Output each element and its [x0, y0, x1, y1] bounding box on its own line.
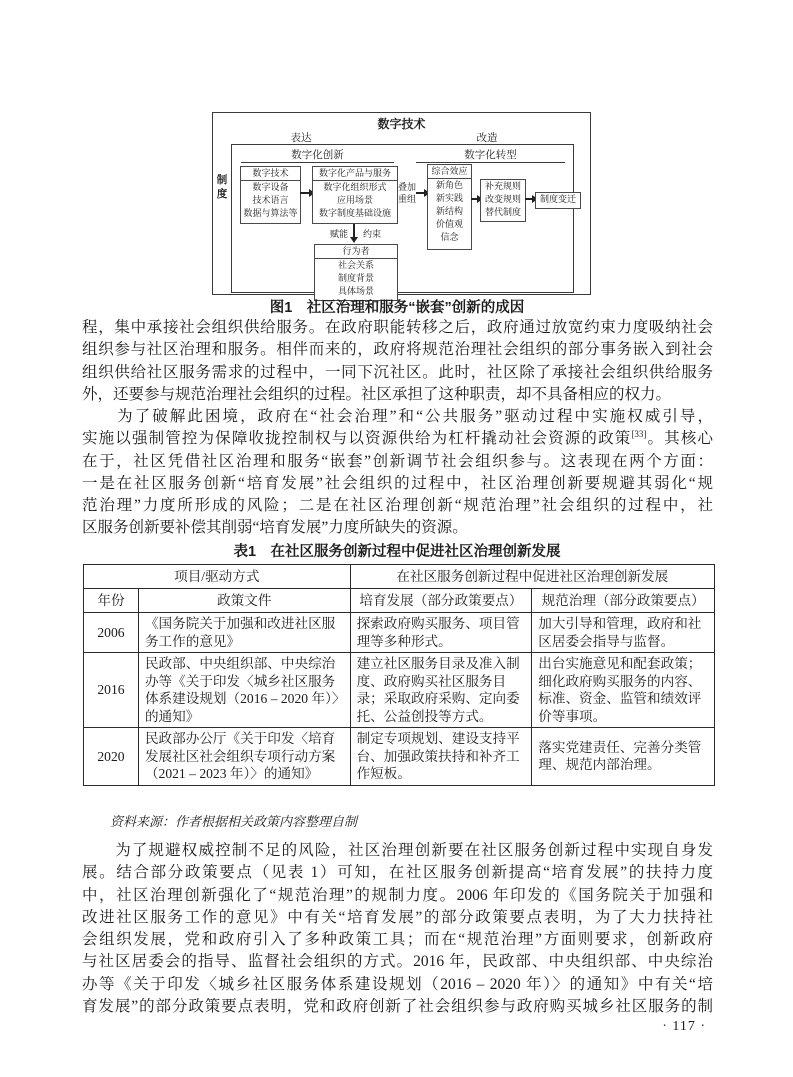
footnote-reference: [33] — [631, 429, 647, 440]
figure-label-transform: 改造 — [476, 133, 498, 144]
figure-box-item: 新角色 — [435, 180, 463, 190]
text-line: 改进社区服务工作的意见》中有关“培育发展”的部分政策要点表明，为了大力扶持社 — [82, 908, 713, 926]
figure-box-item: 具体场景 — [337, 286, 374, 296]
arrow-right-icon — [471, 198, 477, 200]
figure-box-item: 数字化组织形式 — [323, 182, 387, 192]
cell-document: 民政部办公厅《关于印发〈培育发展社区社会组织专项行动方案（2021 – 2023 年）〉的通知》 — [138, 728, 350, 786]
cell-document: 《国务院关于加强和改进社区服务工作的意见》 — [138, 613, 350, 653]
cell-document: 民政部、中央组织部、中央综治办等《关于印发〈城乡社区服务体系建设规划（2016 – 2020 年）〉的通知》 — [138, 653, 350, 728]
box-header: 综合效应 — [428, 165, 471, 179]
text-line: 区服务创新要补偿其削弱“培育发展”力度所缺失的资源。 — [82, 519, 468, 537]
box-digital-technology — [240, 166, 301, 224]
cell-cultivate: 制定专项规划、建设支持平台、加强政策扶持和补齐工作短板。 — [350, 728, 532, 786]
text-line: 组织参与社区治理和服务。相伴而来的，政府将规范治理社会组织的部分事务嵌入到社会 — [82, 341, 713, 359]
cell-year: 2006 — [84, 613, 139, 653]
cell-regulate: 加大引导和管理，政府和社区居委会指导与监督。 — [532, 613, 715, 653]
text-line: 组织供给社区服务需求的过程中，一同下沉社区。此时，社区除了承接社会组织供给服务 — [82, 363, 713, 381]
header-promote-governance: 在社区服务创新过程中促进社区治理创新发展 — [350, 565, 714, 589]
arrow-right-icon — [300, 192, 309, 194]
figure-diagram — [212, 112, 591, 295]
text-line: 范治理”力度所形成的风险；二是在社区治理创新“规范治理”社会组织的过程中，社 — [82, 497, 713, 515]
box-institutional-change: 制度变迁 — [535, 192, 581, 209]
table-row — [84, 613, 715, 653]
figure-caption: 图1 社区治理和服务“嵌套”创新的成因 — [269, 300, 525, 316]
header-cultivate: 培育发展（部分政策要点） — [350, 589, 532, 613]
text-line: 实施以强制管控为保障收拢控制权与以资源供给为杠杆撬动社会资源的政策[33]。其核心 — [82, 429, 713, 448]
figure-box-item: 新结构 — [435, 206, 463, 216]
cell-year: 2016 — [84, 653, 139, 728]
arrow-right-icon — [525, 198, 532, 200]
cell-cultivate: 建立社区服务目录及准入制度、政府购买社区服务目录；采取政府采购、定向委托、公益创投等方式。 — [350, 653, 532, 728]
table-row — [84, 728, 715, 786]
figure-box-item: 改变规则 — [484, 194, 521, 204]
cell-regulate: 落实党建责任、完善分类管理、规范内部治理。 — [532, 728, 715, 786]
table-header-row-2 — [84, 589, 715, 613]
paragraph — [82, 406, 713, 540]
figure-box-item: 应用场景 — [336, 195, 373, 205]
arrow-right-icon — [416, 192, 424, 194]
table-header-row-1 — [84, 565, 715, 589]
figure-box-item: 新实践 — [435, 193, 463, 203]
text-line: 展。结合部分政策要点（见表 1）可知，在社区服务创新提高“培育发展”的扶持力度 — [82, 864, 713, 882]
section-digital-innovation: 数字化创新 — [241, 147, 394, 163]
header-regulate: 规范治理（部分政策要点） — [532, 589, 715, 613]
figure-box-item: 数字设备 — [252, 182, 289, 192]
figure-side-label-institution: 制度 — [216, 175, 228, 200]
figure-label-express: 表达 — [290, 133, 312, 144]
text-line: 育发展”的部分政策要点表明，党和政府创新了社会组织参与政府购买城乡社区服务的制 — [82, 998, 713, 1016]
header-project-drive: 项目/驱动方式 — [84, 565, 351, 589]
text-line: 一是在社区服务创新“培育发展”社会组织的过程中，社区治理创新要规避其弱化“规 — [82, 474, 713, 492]
figure-box-item: 数字制度基础设施 — [318, 208, 391, 218]
figure-box-item: 技术语言 — [252, 195, 289, 205]
paragraph — [82, 840, 713, 1018]
figure-title: 数字技术 — [377, 117, 426, 131]
table-caption: 表1 在社区服务创新过程中促进社区治理创新发展 — [233, 544, 561, 560]
text-line: 程，集中承接社会组织供给服务。在政府职能转移之后，政府通过放宽约束力度吸纳社会 — [82, 319, 713, 336]
label-recombine: 重组 — [398, 194, 417, 204]
text-line: 为了破解此困境，政府在“社会治理”和“公共服务”驱动过程中实施权威引导， — [82, 408, 713, 425]
box-header: 行为者 — [315, 245, 397, 259]
label-enable: 赋能 — [330, 229, 349, 239]
source-note: 资料来源：作者根据相关政策内容整理自制 — [110, 814, 358, 829]
text-line: 外，还要参与规范治理社会组织的过程。社区承担了这种职责，却不具备相应的权力。 — [82, 385, 672, 403]
text-line: 在于，社区凭借社区治理和服务“嵌套”创新调节社会组织参与。这表现在两个方面： — [82, 452, 713, 470]
box-rule-changes — [480, 179, 526, 222]
policy-table — [83, 564, 715, 786]
figure-box-item: 替代制度 — [484, 207, 521, 217]
figure-box-item: 社会关系 — [337, 260, 374, 270]
label-overlay: 叠加 — [398, 182, 417, 192]
cell-cultivate: 探索政府购买服务、项目管理等多种形式。 — [350, 613, 532, 653]
text-line: 与社区居委会的指导、监督社会组织的方式。2016 年，民政部、中央组织部、中央综治 — [82, 953, 713, 971]
figure-box-item: 补充规则 — [484, 181, 521, 191]
figure-inner-frame — [231, 144, 576, 296]
box-digital-products — [312, 166, 398, 224]
table-row — [84, 653, 715, 728]
figure-box-item: 价值观 — [435, 219, 463, 229]
arrow-label-stack — [398, 181, 416, 205]
text-line: 会组织发展，党和政府引入了多种政策工具；而在“规范治理”方面则要求，创新政府 — [82, 931, 713, 949]
arrow-down-icon — [353, 224, 355, 238]
figure-box-item: 制度背景 — [337, 273, 374, 283]
page-number: · 117 · — [662, 1019, 706, 1034]
figure-box-item: 数据与算法等 — [243, 208, 298, 218]
box-header: 数字化产品与服务 — [313, 167, 397, 181]
text-line: 为了规避权威控制不足的风险，社区治理创新要在社区服务创新过程中实现自身发 — [82, 842, 713, 859]
section-digital-transformation: 数字化转型 — [416, 147, 565, 163]
cell-regulate: 出台实施意见和配套政策；细化政府购买服务的内容、标准、资金、监管和绩效评价等事项。 — [532, 653, 715, 728]
figure-box-item: 信念 — [440, 232, 459, 242]
cell-year: 2020 — [84, 728, 139, 786]
text-line: 办等《关于印发〈城乡社区服务体系建设规划（2016 – 2020 年）〉的通知》中有关“培 — [82, 975, 713, 993]
header-policy-document: 政策文件 — [138, 589, 350, 613]
label-constrain: 约束 — [363, 229, 382, 239]
box-actor — [314, 244, 398, 301]
paragraph — [82, 317, 713, 406]
box-combined-effects — [427, 164, 472, 250]
header-year: 年份 — [84, 589, 139, 613]
box-header: 数字技术 — [241, 167, 300, 181]
text-line: 中，社区治理创新强化了“规范治理”的规制力度。2006 年印发的《国务院关于加强和 — [82, 886, 713, 904]
